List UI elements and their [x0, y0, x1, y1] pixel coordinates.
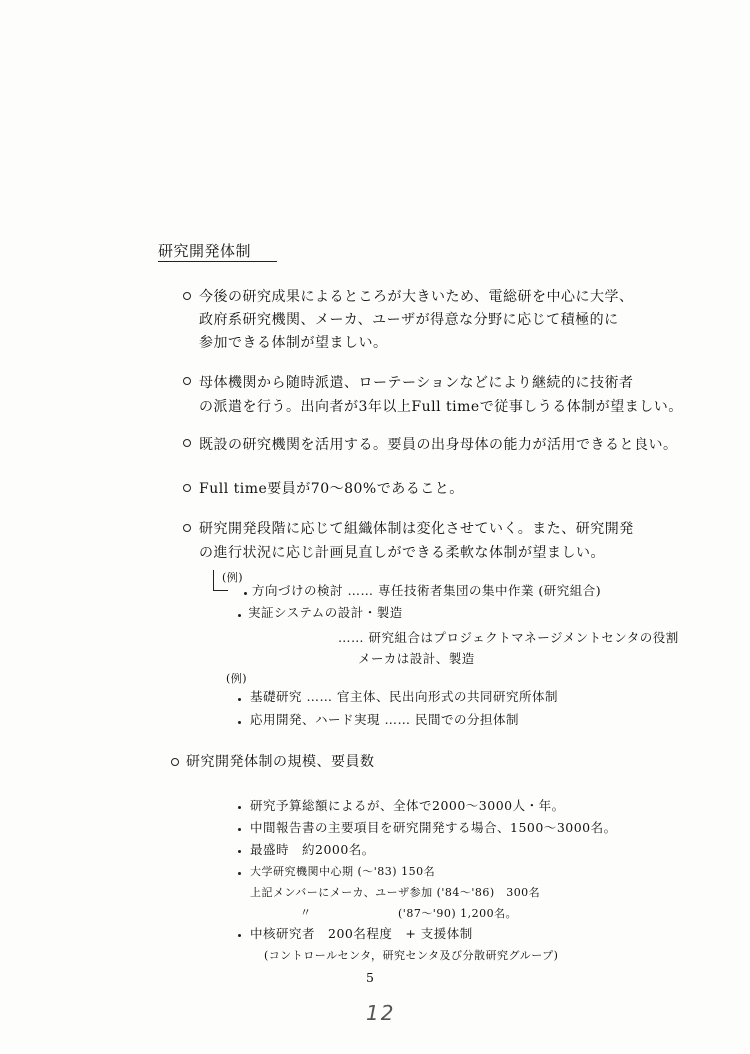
scale-bullet4: 大学研究機関中心期 (〜'83) 150名 [250, 865, 436, 878]
item2-line2: の派遣を行う。出向者が3年以上Full timeで従事しうる体制が望ましい。 [199, 399, 683, 415]
bullet-dot-icon [238, 934, 241, 937]
bullet-circle-icon [183, 377, 191, 385]
example1-line3: …… 研究組合はプロジェクトマネージメントセンタの役割 [338, 630, 679, 645]
bullet-circle-icon [183, 292, 191, 300]
section-heading: 研究開発体制 [158, 244, 277, 262]
page-number: 12 [366, 1001, 396, 1025]
scale-bullet4-sub1: 上記メンバーにメーカ、ユーザ参加 ('84〜'86) 300名 [250, 886, 541, 899]
item1-line3: 参加できる体制が望ましい。 [199, 335, 388, 351]
scale-bullet4-sub2: ('87〜'90) 1,200名。 [398, 907, 518, 920]
scale-bullet2: 中間報告書の主要項目を研究開発する場合、1500〜3000名。 [250, 820, 617, 835]
bullet-circle-icon [171, 758, 179, 766]
scale-bullet5-sub: (コントロールセンタ，研究センタ及び分散研究グループ) [264, 949, 559, 962]
item1-line2: 政府系研究機関、メーカ、ユーザが得意な分野に応じて積極的に [199, 312, 619, 328]
scale-bullet5: 中核研究者 200名程度 + 支援体制 [250, 926, 473, 941]
bullet-dot-icon [238, 806, 241, 809]
example1-line4: メーカは設計、製造 [358, 651, 475, 666]
bullet-dot-icon [238, 850, 241, 853]
scale-bullet4-ditto: 〃 [300, 906, 312, 919]
item5-line1: 研究開発段階に応じて組織体制は変化させていく。また、研究開発 [199, 521, 634, 537]
bullet-dot-icon [244, 592, 247, 595]
item4-line1: Full time要員が70〜80%であること。 [199, 481, 464, 497]
scale-bullet1: 研究予算総額によるが、全体で2000〜3000人・年。 [250, 798, 565, 813]
scale-title: 研究開発体制の規模、要員数 [186, 754, 375, 770]
bullet-circle-icon [183, 484, 191, 492]
item2-line1: 母体機関から随時派遣、ローテーションなどにより継続的に技術者 [199, 375, 634, 391]
example2-line2: 応用開発、ハード実現 …… 民間での分担体制 [250, 712, 519, 727]
bullet-dot-icon [238, 721, 241, 724]
bullet-circle-icon [183, 439, 191, 447]
inner-page-number: 5 [366, 970, 375, 985]
example2-line1: 基礎研究 …… 官主体、民出向形式の共同研究所体制 [250, 689, 558, 704]
bullet-dot-icon [238, 828, 241, 831]
item5-line2: の進行状況に応じ計画見直しができる柔軟な体制が望ましい。 [199, 545, 605, 561]
scale-bullet3: 最盛時 約2000名。 [250, 842, 375, 857]
item3-line1: 既設の研究機関を活用する。要員の出身母体の能力が活用できると良い。 [199, 437, 678, 453]
bullet-circle-icon [183, 524, 191, 532]
bullet-dot-icon [238, 614, 241, 617]
example2-label: (例) [226, 672, 248, 685]
bullet-dot-icon [238, 872, 241, 875]
example1-line1: 方向づけの検討 …… 専任技術者集団の集中作業 (研究組合) [252, 583, 602, 598]
example1-line2: 実証システムの設計・製造 [248, 605, 403, 620]
example1-label: (例) [222, 571, 244, 584]
item1-line1: 今後の研究成果によるところが大きいため、電総研を中心に大学、 [199, 289, 634, 305]
bullet-dot-icon [238, 698, 241, 701]
